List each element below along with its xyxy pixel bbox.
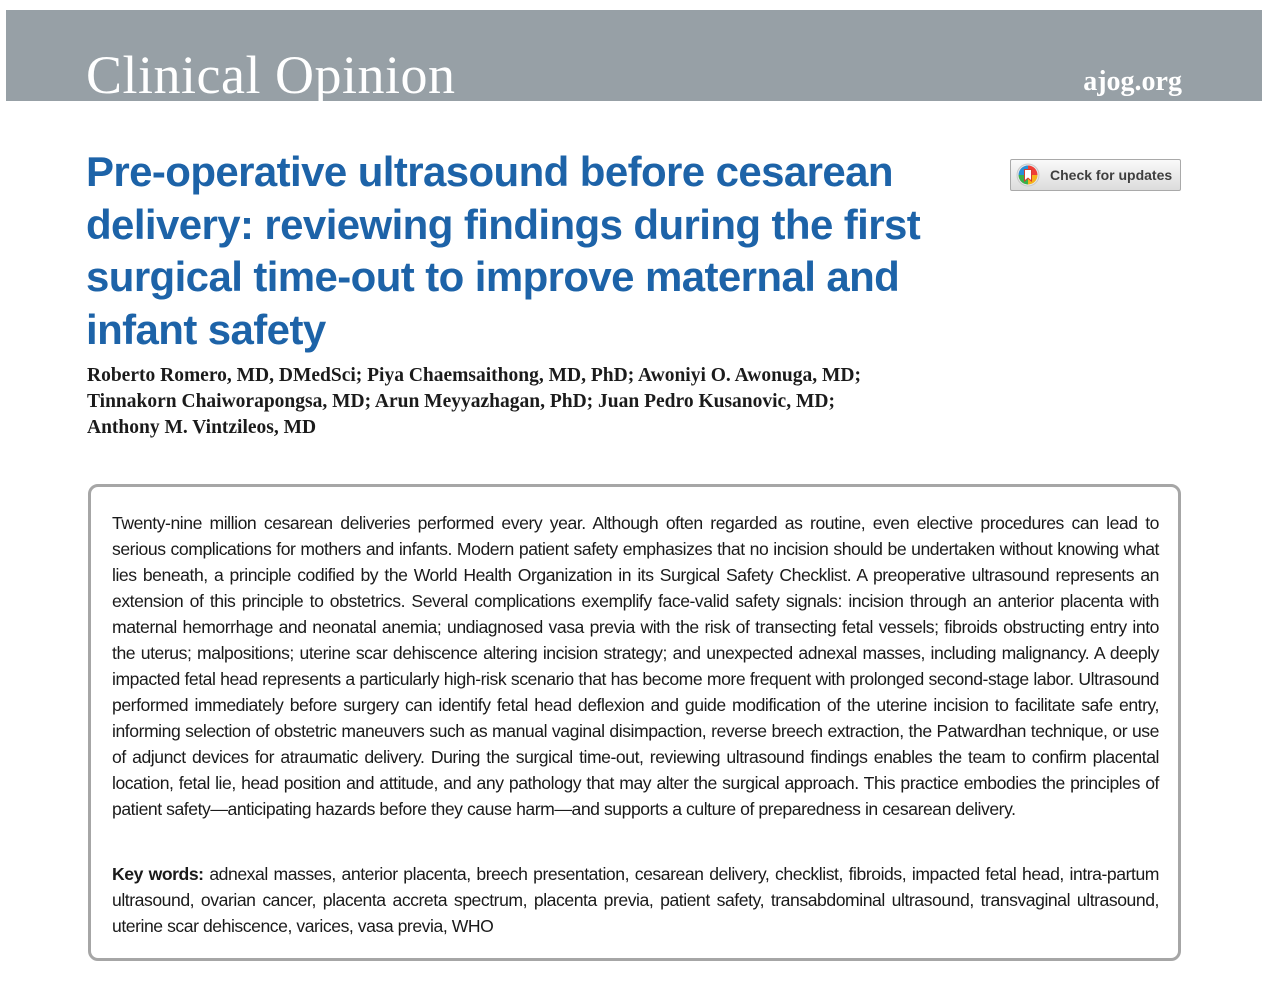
- section-banner: [6, 10, 1262, 105]
- check-for-updates-icon: [1016, 163, 1040, 187]
- check-for-updates-label: Check for updates: [1050, 167, 1173, 183]
- article-title-line: surgical time-out to improve maternal and: [86, 253, 900, 300]
- author-list: [87, 363, 987, 441]
- article-title: [86, 146, 966, 356]
- abstract-box: [88, 484, 1181, 961]
- article-title-line: delivery: reviewing findings during the first: [86, 200, 921, 248]
- article-title-line: infant safety: [86, 305, 326, 353]
- abstract-text: Twenty-nine million cesarean deliveries performed every year. Although often regarded as routine, even elective procedures can lead to serious complications for mothers and infants. Modern patient safety emphasizes that no incision should be undertaken without knowing what lies beneath, a principle codified by the World Health Organization in its Surgical Safety Checklist. A preoperative ultrasound represents an extension of this principle to obstetrics. Several complications exemplify face-valid safety signals: incision through an anterior placenta with maternal hemorrhage and neonatal anemia; undiagnosed vasa previa with the risk of transecting fetal vessels; fibroids obstructing entry into the uterus; malpositions; uterine scar dehiscence altering incision strategy; and unexpected adnexal masses, including malignancy. A deeply impacted fetal head represents a particularly high-risk scenario that has become more frequent with prolonged second-stage labor. Ultrasound performed immediately before surgery can identify fetal head deflexion and guide modification of the uterine incision to facilitate safe entry, informing selection of obstetric maneuvers such as manual vaginal disimpaction, reverse breech extraction, the Patwardhan technique, or use of adjunct devices for atraumatic delivery. During the surgical time-out, reviewing ultrasound findings enables the team to confirm placental location, fetal lie, head position and attitude, and any pathology that may alter the surgical approach. This practice embodies the principles of patient safety—anticipating hazards before they cause harm—and supports a culture of preparedness in cesarean delivery.: [112, 513, 1159, 819]
- keywords: [112, 861, 1159, 939]
- keywords-label: Key words:: [112, 864, 204, 884]
- check-for-updates-button[interactable]: [1010, 159, 1181, 191]
- article-title-line: Pre-operative ultrasound before cesarean: [86, 148, 893, 195]
- author-line: Roberto Romero, MD, DMedSci; Piya Chaemsaithong, MD, PhD; Awoniyi O. Awonuga, MD;: [87, 365, 861, 386]
- author-line: Tinnakorn Chaiworapongsa, MD; Arun Meyyazhagan, PhD; Juan Pedro Kusanovic, MD;: [87, 391, 835, 412]
- keywords-list: adnexal masses, anterior placenta, breech presentation, cesarean delivery, checklist, fibroids, impacted fetal head, intra-partum ultrasound, ovarian cancer, placenta accreta spectrum, placenta previa, patient safety, transabdominal ultrasound, transvaginal ultrasound, uterine scar dehiscence, varices, vasa previa, WHO: [112, 864, 1159, 936]
- section-title: Clinical Opinion: [86, 45, 456, 105]
- journal-url[interactable]: ajog.org: [1083, 66, 1182, 97]
- author-line: Anthony M. Vintzileos, MD: [87, 417, 317, 438]
